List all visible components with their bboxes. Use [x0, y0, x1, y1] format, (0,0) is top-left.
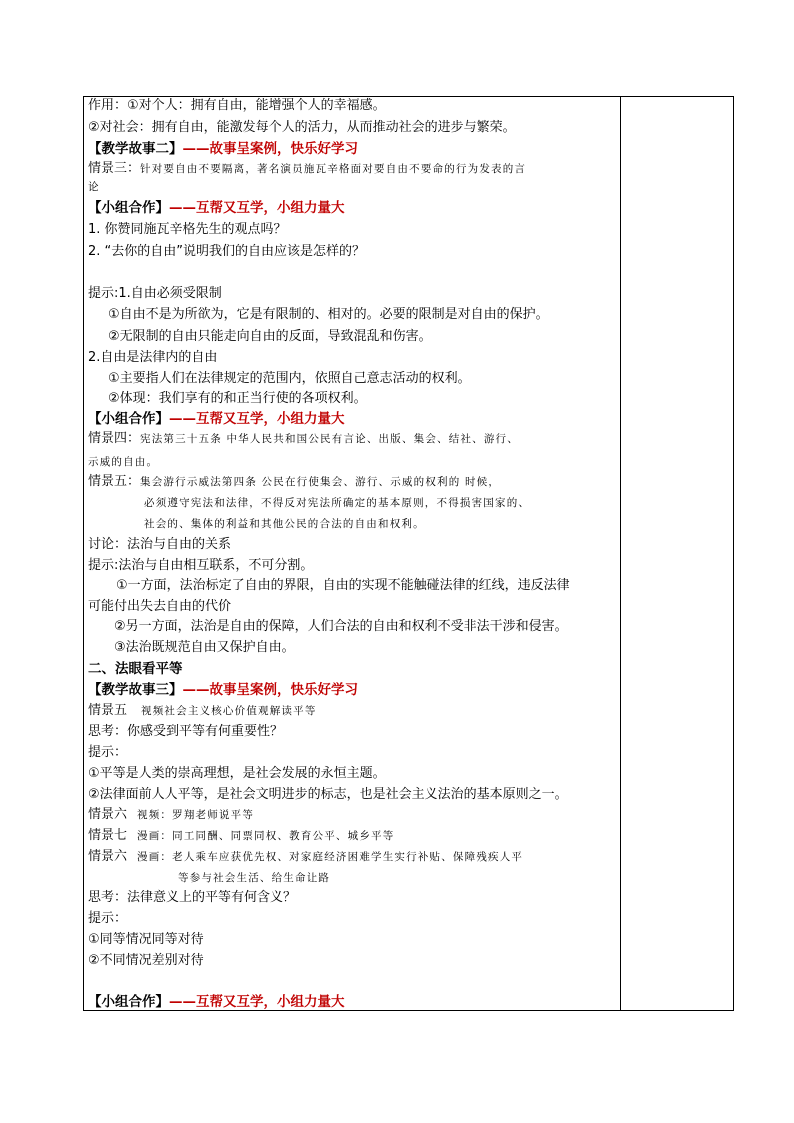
text-line: ①同等情况同等对待: [88, 932, 204, 947]
section-heading: [88, 994, 345, 1010]
scenario-label: 情景五: [88, 703, 128, 718]
scenario-text: 漫画：同工同酬、同票同权、教育公平、城乡平等: [137, 830, 395, 842]
text-line: 提示：: [88, 911, 128, 926]
heading-bracket: 【小组合作】: [88, 994, 169, 1010]
text-line: 思考：法律意义上的平等有何含义？: [88, 890, 297, 905]
scenario-line: [88, 828, 394, 844]
heading-bracket: 【小组合作】: [88, 411, 169, 427]
scenario-text: 宪法第三十五条 中华人民共和国公民有言论、出版、集会、结社、游行、: [140, 433, 519, 445]
text-line: ①平等是人类的崇高理想，是社会发展的永恒主题。: [88, 766, 386, 781]
scenario-text: 集会游行示威法第四条 公民在行使集会、游行、示威的权利的 时候，: [140, 476, 501, 488]
text-line: ②无限制的自由只能走向自由的反面，导致混乱和伤害。: [108, 329, 432, 344]
scenario-text: 针对要自由不要隔离，著名演员施瓦辛格面对要自由不要命的行为发表的言: [140, 163, 527, 175]
heading-subtitle: ——故事呈案例，快乐好学习: [182, 682, 358, 698]
scenario-line: [88, 474, 500, 490]
heading-subtitle: ——故事呈案例，快乐好学习: [182, 141, 358, 157]
text-line: ②法律面前人人平等，是社会文明进步的标志，也是社会主义法治的基本原则之一。: [88, 787, 568, 802]
section-heading: [88, 411, 345, 427]
scenario-line: [88, 431, 519, 447]
text-line: 提示:法治与自由相互联系，不可分割。: [88, 558, 314, 573]
scenario-label: 情景五：: [88, 474, 141, 489]
section-heading: [88, 682, 358, 698]
text-line: ②另一方面，法治是自由的保障，人们合法的自由和权利不受非法干涉和侵害。: [114, 619, 568, 634]
text-line: 提示：: [88, 745, 128, 760]
section-title: 二、法眼看平等: [88, 661, 183, 677]
scenario-label: 情景三：: [88, 161, 141, 176]
column-divider: [620, 96, 621, 1011]
scenario-label: 情景六: [88, 849, 128, 864]
scenario-text: 视频社会主义核心价值观解读平等: [141, 705, 317, 717]
text-line: 2.自由是法律内的自由: [88, 350, 218, 365]
text-line: ①自由不是为所欲为，它是有限制的、相对的。必要的限制是对自由的保护。: [108, 307, 549, 322]
section-heading: [88, 200, 345, 216]
scenario-line: [88, 807, 254, 823]
heading-bracket: 【教学故事二】: [88, 141, 183, 157]
text-line: 必须遵守宪法和法律，不得反对宪法所确定的基本原则，不得损害国家的、: [144, 497, 531, 509]
heading-bracket: 【教学故事三】: [88, 682, 183, 698]
text-line: 可能付出失去自由的代价: [88, 599, 232, 614]
text-line: 讨论：法治与自由的关系: [88, 537, 232, 552]
text-line: 思考：你感受到平等有何重要性？: [88, 724, 284, 739]
scenario-label: 情景六: [88, 807, 128, 822]
heading-subtitle: ——互帮又互学，小组力量大: [169, 200, 345, 216]
text-line: ②不同情况差别对待: [88, 953, 204, 968]
text-line: 1. 你赞同施瓦辛格先生的观点吗？: [88, 222, 287, 237]
scenario-line: [88, 161, 526, 177]
heading-subtitle: ——互帮又互学，小组力量大: [169, 994, 345, 1010]
text-line: 论: [88, 181, 100, 193]
scenario-text: 视频：罗翔老师说平等: [137, 809, 255, 821]
scenario-line: [88, 703, 317, 719]
section-heading: [88, 141, 358, 157]
scenario-text: 漫画：老人乘车应获优先权、对家庭经济困难学生实行补贴、保障残疾人平: [137, 851, 524, 863]
text-line: ②对社会：拥有自由，能激发每个人的活力，从而推动社会的进步与繁荣。: [88, 120, 516, 135]
text-line: 社会的、集体的利益和其他公民的合法的自由和权利。: [144, 518, 425, 530]
scenario-line: [88, 849, 523, 865]
text-line: ②体现：我们享有的和正当行使的各项权利。: [108, 391, 367, 406]
text-line: 作用：①对个人：拥有自由，能增强个人的幸福感。: [88, 98, 386, 113]
scenario-label: 情景七: [88, 828, 128, 843]
text-line: 提示:1.自由必须受限制: [88, 286, 222, 301]
text-line: ③法治既规范自由又保护自由。: [114, 640, 295, 655]
text-line: 示威的自由。: [88, 456, 159, 468]
text-line: 2. “去你的自由”说明我们的自由应该是怎样的？: [88, 244, 366, 259]
text-line: ①一方面，法治标定了自由的界限，自由的实现不能触碰法律的红线，违反法律: [116, 578, 570, 593]
heading-bracket: 【小组合作】: [88, 200, 169, 216]
scenario-label: 情景四：: [88, 431, 141, 446]
text-line: 等参与社会生活、给生命让路: [178, 872, 331, 884]
text-line: ①主要指人们在法律规定的范围内，依照自己意志活动的权利。: [108, 371, 471, 386]
heading-subtitle: ——互帮又互学，小组力量大: [169, 411, 345, 427]
